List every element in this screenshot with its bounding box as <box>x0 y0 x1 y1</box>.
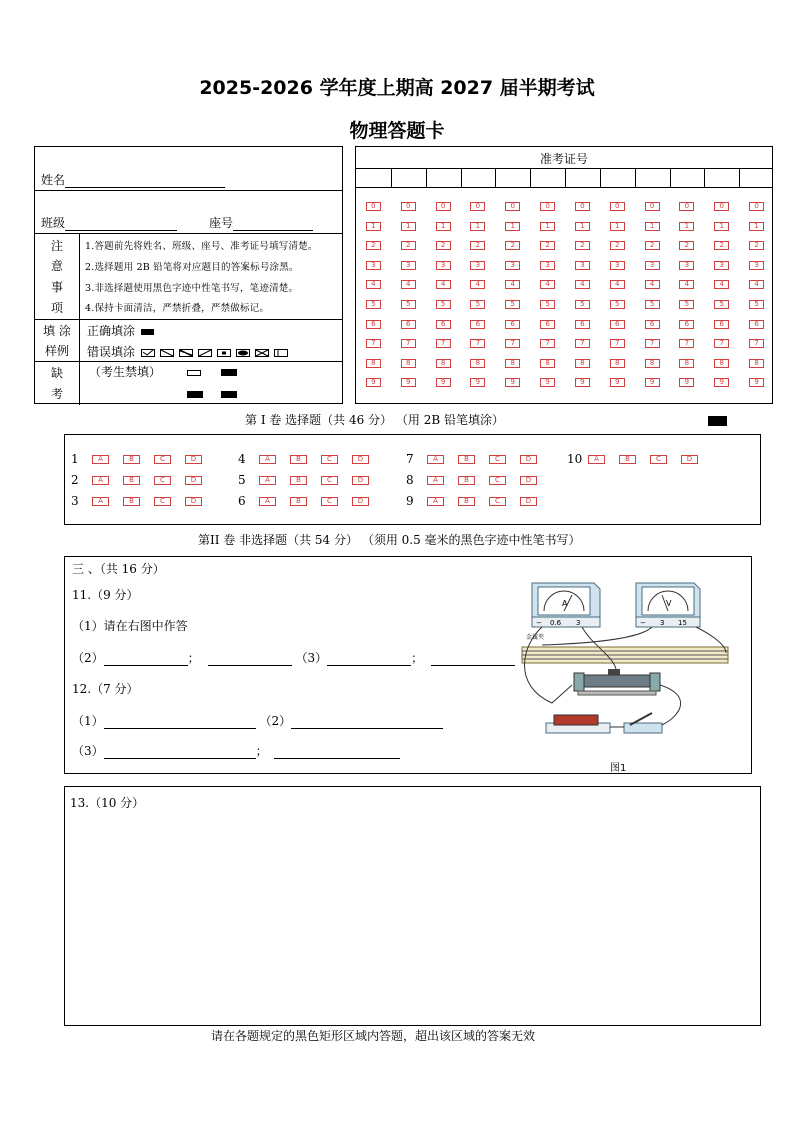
voltmeter-symbol: V <box>666 599 672 608</box>
id-digit-bubble[interactable]: 5 <box>749 300 764 309</box>
id-digit-bubble[interactable]: 8 <box>575 359 590 368</box>
mc-option-bubble[interactable]: D <box>352 476 369 485</box>
id-digit-bubble[interactable]: 9 <box>401 378 416 387</box>
id-digit-bubble[interactable]: 4 <box>401 280 416 289</box>
mc-option-bubble[interactable]: B <box>290 476 307 485</box>
id-digit-bubble[interactable]: 5 <box>470 300 485 309</box>
id-digit-bubble[interactable]: 5 <box>540 300 555 309</box>
mc-question-number: 6 <box>238 494 246 508</box>
mc-option-bubble[interactable]: A <box>92 497 109 506</box>
q11-part1: （1）请在右图中作答 <box>72 619 188 633</box>
id-digit-bubble[interactable]: 4 <box>749 280 764 289</box>
id-digit-bubble[interactable]: 1 <box>366 222 381 231</box>
id-digit-bubble[interactable]: 0 <box>610 202 625 211</box>
mc-option-bubble[interactable]: B <box>123 497 140 506</box>
mc-option-bubble[interactable]: C <box>154 497 171 506</box>
id-digit-bubble[interactable]: 4 <box>540 280 555 289</box>
mc-option-bubble[interactable]: C <box>321 476 338 485</box>
id-digit-bubble[interactable]: 4 <box>366 280 381 289</box>
mc-option-bubble[interactable]: A <box>427 497 444 506</box>
id-column-divider <box>704 168 705 187</box>
id-column-divider <box>670 168 671 187</box>
mc-question-number: 5 <box>238 473 246 487</box>
id-digit-bubble[interactable]: 9 <box>645 378 660 387</box>
section3-title: 三 、（共 16 分） <box>72 562 165 576</box>
mc-option-bubble[interactable]: A <box>427 455 444 464</box>
id-digit-bubble[interactable]: 7 <box>575 339 590 348</box>
id-digit-bubble[interactable]: 1 <box>749 222 764 231</box>
q12-part2-blank[interactable] <box>291 717 443 729</box>
battery <box>546 715 610 733</box>
name-field-row <box>41 171 225 188</box>
q11-part3-sep: ； <box>411 651 424 665</box>
id-digit-bubble[interactable]: 0 <box>679 202 694 211</box>
metal-clip-label: 金属夹 <box>526 634 545 641</box>
mc-option-bubble[interactable]: B <box>458 455 475 464</box>
id-digit-bubble[interactable]: 5 <box>575 300 590 309</box>
id-digit-bubble[interactable]: 2 <box>366 241 381 250</box>
id-digit-bubble[interactable]: 8 <box>401 359 416 368</box>
q12-row1 <box>72 712 443 729</box>
id-digit-bubble[interactable]: 8 <box>679 359 694 368</box>
seat-label: 座号 <box>209 216 234 230</box>
id-digit-bubble[interactable]: 6 <box>645 320 660 329</box>
exam-id-box <box>355 146 773 404</box>
mc-question-number: 1 <box>71 452 79 466</box>
id-digit-bubble[interactable]: 5 <box>645 300 660 309</box>
mc-question-number: 7 <box>406 452 414 466</box>
id-digit-bubble[interactable]: 3 <box>610 261 625 270</box>
id-digit-bubble[interactable]: 9 <box>436 378 451 387</box>
figure-1-circuit[interactable] <box>512 575 746 773</box>
fill-side-1: 填 涂 <box>43 324 71 338</box>
id-column-divider <box>495 168 496 187</box>
id-digit-bubble[interactable]: 0 <box>505 202 520 211</box>
id-digit-bubble[interactable]: 3 <box>470 261 485 270</box>
mc-option-bubble[interactable]: B <box>458 497 475 506</box>
id-digit-bubble[interactable]: 7 <box>714 339 729 348</box>
id-digit-bubble[interactable]: 0 <box>749 202 764 211</box>
mc-option-bubble[interactable]: C <box>321 497 338 506</box>
id-digit-bubble[interactable]: 6 <box>749 320 764 329</box>
mc-option-bubble[interactable]: A <box>259 476 276 485</box>
notes-side-4: 项 <box>50 301 63 315</box>
notes-side-3: 事 <box>50 280 63 294</box>
mc-option-bubble[interactable]: B <box>123 476 140 485</box>
notes-side-2: 意 <box>50 259 63 273</box>
id-digit-bubble[interactable]: 5 <box>401 300 416 309</box>
mc-question-number: 4 <box>238 452 246 466</box>
name-input-line[interactable] <box>65 176 225 188</box>
id-digit-bubble[interactable]: 8 <box>749 359 764 368</box>
id-digit-bubble[interactable]: 7 <box>366 339 381 348</box>
id-digit-bubble[interactable]: 0 <box>714 202 729 211</box>
id-digit-bubble[interactable]: 2 <box>401 241 416 250</box>
id-digit-bubble[interactable]: 9 <box>540 378 555 387</box>
id-digit-bubble[interactable]: 0 <box>645 202 660 211</box>
notes-side-1: 注 <box>50 239 63 253</box>
q11-label: 11.（9 分） <box>72 588 139 602</box>
q11-part3-blank-b[interactable] <box>431 654 515 666</box>
mc-question-number: 2 <box>71 473 79 487</box>
q12-part1-blank[interactable] <box>104 717 256 729</box>
id-digit-bubble[interactable]: 0 <box>470 202 485 211</box>
id-digit-bubble[interactable]: 2 <box>749 241 764 250</box>
mc-option-bubble[interactable]: C <box>489 497 506 506</box>
id-digit-bubble[interactable]: 7 <box>749 339 764 348</box>
mc-option-bubble[interactable]: A <box>92 455 109 464</box>
id-digit-bubble[interactable]: 5 <box>679 300 694 309</box>
id-digit-bubble[interactable]: 9 <box>575 378 590 387</box>
mc-option-bubble[interactable]: C <box>489 476 506 485</box>
id-digit-bubble[interactable]: 2 <box>610 241 625 250</box>
id-digit-bubble[interactable]: 1 <box>401 222 416 231</box>
mc-option-bubble[interactable]: D <box>352 497 369 506</box>
ammeter <box>532 583 600 627</box>
q11-part2-sep: ； <box>187 651 200 665</box>
q12-part3-blank-b[interactable] <box>274 747 400 759</box>
mc-option-bubble[interactable]: B <box>290 497 307 506</box>
id-digit-bubble[interactable]: 0 <box>436 202 451 211</box>
figure-caption: 图1 <box>610 763 627 773</box>
timing-mark-right <box>221 391 237 398</box>
id-digit-bubble[interactable]: 3 <box>575 261 590 270</box>
mc-option-bubble[interactable]: D <box>520 476 537 485</box>
id-digit-bubble[interactable]: 7 <box>470 339 485 348</box>
id-digit-bubble[interactable]: 2 <box>436 241 451 250</box>
id-digit-bubble[interactable]: 2 <box>505 241 520 250</box>
id-digit-bubble[interactable]: 1 <box>610 222 625 231</box>
id-digit-bubble[interactable]: 6 <box>540 320 555 329</box>
correct-fill-sample <box>141 329 154 335</box>
id-digit-bubble[interactable]: 1 <box>645 222 660 231</box>
id-digit-bubble[interactable]: 8 <box>505 359 520 368</box>
mc-option-bubble[interactable]: C <box>489 455 506 464</box>
mc-question-number: 8 <box>406 473 414 487</box>
part1-heading: 第 I 卷 选择题（共 46 分） （用 2B 铅笔填涂） <box>245 413 504 427</box>
id-column-divider <box>635 168 636 187</box>
mc-option-bubble[interactable]: D <box>352 455 369 464</box>
q11-part3-label: （3） <box>295 651 328 665</box>
mc-option-bubble[interactable]: C <box>321 455 338 464</box>
id-digit-bubble[interactable]: 1 <box>540 222 555 231</box>
id-digit-bubble[interactable]: 6 <box>575 320 590 329</box>
id-digit-bubble[interactable]: 3 <box>749 261 764 270</box>
id-column-divider <box>600 168 601 187</box>
class-field-row <box>41 214 177 231</box>
footer-note: 请在各题规定的黑色矩形区域内答题，超出该区域的答案无效 <box>211 1029 536 1043</box>
id-digit-bubble[interactable]: 4 <box>714 280 729 289</box>
id-digit-bubble[interactable]: 6 <box>505 320 520 329</box>
section4-answer-area[interactable] <box>64 786 761 1026</box>
id-digit-bubble[interactable]: 7 <box>401 339 416 348</box>
q11-part2-blank-b[interactable] <box>208 654 292 666</box>
q12-row2 <box>72 742 400 759</box>
mc-option-bubble[interactable]: B <box>619 455 636 464</box>
id-digit-bubble[interactable]: 0 <box>366 202 381 211</box>
mc-option-bubble[interactable]: B <box>458 476 475 485</box>
id-digit-bubble[interactable]: 7 <box>679 339 694 348</box>
mc-option-bubble[interactable]: C <box>650 455 667 464</box>
mc-option-bubble[interactable]: A <box>427 476 444 485</box>
id-digit-bubble[interactable]: 1 <box>679 222 694 231</box>
id-digit-bubble[interactable]: 8 <box>714 359 729 368</box>
mc-question-number: 10 <box>567 452 583 466</box>
id-digit-bubble[interactable]: 1 <box>436 222 451 231</box>
id-digit-bubble[interactable]: 6 <box>366 320 381 329</box>
mc-option-bubble[interactable]: D <box>520 497 537 506</box>
q12-part3-blank-a[interactable] <box>104 747 256 759</box>
id-digit-bubble[interactable]: 6 <box>436 320 451 329</box>
id-digit-bubble[interactable]: 8 <box>540 359 555 368</box>
id-digit-bubble[interactable]: 2 <box>575 241 590 250</box>
mc-option-bubble[interactable]: B <box>123 455 140 464</box>
id-digit-bubble[interactable]: 9 <box>749 378 764 387</box>
absent-note: （考生禁填） <box>89 365 162 379</box>
mc-option-bubble[interactable]: A <box>588 455 605 464</box>
id-digit-bubble[interactable]: 8 <box>366 359 381 368</box>
mc-option-bubble[interactable]: D <box>185 455 202 464</box>
id-digit-bubble[interactable]: 4 <box>505 280 520 289</box>
id-digit-bubble[interactable]: 9 <box>505 378 520 387</box>
id-column-divider <box>530 168 531 187</box>
id-digit-bubble[interactable]: 0 <box>575 202 590 211</box>
q12-part3-label: （3） <box>72 744 104 758</box>
wrong-fill-samples <box>141 348 303 358</box>
id-digit-bubble[interactable]: 6 <box>714 320 729 329</box>
id-digit-bubble[interactable]: 2 <box>714 241 729 250</box>
id-digit-bubble[interactable]: 9 <box>679 378 694 387</box>
mc-option-bubble[interactable]: C <box>154 455 171 464</box>
id-digit-bubble[interactable]: 1 <box>505 222 520 231</box>
mc-option-bubble[interactable]: D <box>681 455 698 464</box>
id-digit-bubble[interactable]: 7 <box>645 339 660 348</box>
id-digit-bubble[interactable]: 0 <box>540 202 555 211</box>
mc-option-bubble[interactable]: D <box>185 497 202 506</box>
id-digit-bubble[interactable]: 6 <box>401 320 416 329</box>
q11-part2-row <box>72 649 515 666</box>
id-digit-bubble[interactable]: 6 <box>679 320 694 329</box>
id-digit-bubble[interactable]: 3 <box>366 261 381 270</box>
mc-question-number: 3 <box>71 494 79 508</box>
id-digit-bubble[interactable]: 6 <box>610 320 625 329</box>
mc-option-bubble[interactable]: D <box>520 455 537 464</box>
answer-sheet-title: 物理答题卡 <box>349 120 445 142</box>
multiple-choice-section <box>64 434 761 525</box>
id-digit-bubble[interactable]: 7 <box>610 339 625 348</box>
fill-side-2: 样例 <box>44 344 69 358</box>
id-column-divider <box>565 168 566 187</box>
id-digit-bubble[interactable]: 8 <box>645 359 660 368</box>
id-digit-bubble[interactable]: 5 <box>714 300 729 309</box>
section3-answer-area <box>64 556 752 774</box>
q11-part2-blank-a[interactable] <box>104 654 188 666</box>
mc-option-bubble[interactable]: B <box>290 455 307 464</box>
id-digit-bubble[interactable]: 2 <box>540 241 555 250</box>
id-digit-bubble[interactable]: 3 <box>679 261 694 270</box>
id-digit-bubble[interactable]: 9 <box>610 378 625 387</box>
q12-part3-sep: ； <box>255 744 268 758</box>
mc-option-bubble[interactable]: A <box>259 455 276 464</box>
class-label: 班级 <box>41 216 66 230</box>
id-digit-bubble[interactable]: 3 <box>401 261 416 270</box>
id-digit-bubble[interactable]: 7 <box>505 339 520 348</box>
seat-field-row <box>209 214 313 231</box>
voltmeter-minus: − <box>640 619 646 627</box>
id-column-divider <box>461 168 462 187</box>
correct-fill-row <box>87 322 159 339</box>
id-digit-bubble[interactable]: 9 <box>714 378 729 387</box>
wrong-fill-label: 错误填涂 <box>87 345 136 359</box>
voltmeter-scale-15: 15 <box>678 619 687 627</box>
id-digit-bubble[interactable]: 5 <box>366 300 381 309</box>
id-digit-bubble[interactable]: 4 <box>470 280 485 289</box>
id-column-divider <box>391 168 392 187</box>
timing-mark-left <box>187 391 203 398</box>
q11-part2-label: （2） <box>72 651 104 665</box>
note-4: 4.保持卡面清洁，严禁折叠，严禁做标记。 <box>85 303 270 314</box>
note-2: 2.选择题用 2B 铅笔将对应题目的答案标号涂黑。 <box>85 262 299 273</box>
voltmeter-scale-3: 3 <box>660 619 665 627</box>
id-digit-bubble[interactable]: 4 <box>436 280 451 289</box>
q12-part1-label: （1） <box>72 714 104 728</box>
note-1: 1.答题前先将姓名、班级、座号、准考证号填写清楚。 <box>85 241 318 252</box>
ammeter-symbol: A <box>562 599 568 608</box>
correct-fill-label: 正确填涂 <box>87 324 136 338</box>
id-digit-bubble[interactable]: 3 <box>540 261 555 270</box>
id-digit-bubble[interactable]: 1 <box>575 222 590 231</box>
student-info-box <box>34 146 343 404</box>
id-digit-bubble[interactable]: 1 <box>470 222 485 231</box>
id-digit-bubble[interactable]: 3 <box>505 261 520 270</box>
id-digit-bubble[interactable]: 9 <box>366 378 381 387</box>
absent-side-1: 缺 <box>50 366 63 380</box>
id-digit-bubble[interactable]: 4 <box>610 280 625 289</box>
ammeter-minus: − <box>536 619 542 627</box>
id-digit-bubble[interactable]: 2 <box>470 241 485 250</box>
ammeter-scale-06: 0.6 <box>550 619 562 627</box>
id-digit-bubble[interactable]: 3 <box>436 261 451 270</box>
id-digit-bubble[interactable]: 3 <box>714 261 729 270</box>
id-digit-bubble[interactable]: 1 <box>714 222 729 231</box>
q12-label: 12.（7 分） <box>72 682 139 696</box>
id-digit-bubble[interactable]: 7 <box>540 339 555 348</box>
id-digit-bubble[interactable]: 0 <box>401 202 416 211</box>
exam-title: 2025-2026 学年度上期高 2027 届半期考试 <box>199 77 595 99</box>
mc-option-bubble[interactable]: D <box>185 476 202 485</box>
id-digit-bubble[interactable]: 2 <box>645 241 660 250</box>
part2-heading: 第II 卷 非选择题（共 54 分） （须用 0.5 毫米的黑色字迹中性笔书写） <box>198 533 581 547</box>
mc-option-bubble[interactable]: A <box>259 497 276 506</box>
ammeter-scale-3: 3 <box>576 619 581 627</box>
id-digit-bubble[interactable]: 2 <box>679 241 694 250</box>
wrong-fill-row <box>87 343 303 360</box>
id-digit-bubble[interactable]: 4 <box>679 280 694 289</box>
id-digit-bubble[interactable]: 4 <box>645 280 660 289</box>
mc-question-number: 9 <box>406 494 414 508</box>
id-digit-bubble[interactable]: 8 <box>610 359 625 368</box>
q13-label: 13.（10 分） <box>70 796 145 810</box>
class-input-line[interactable] <box>65 219 177 231</box>
id-digit-bubble[interactable]: 8 <box>470 359 485 368</box>
id-column-divider <box>739 168 740 187</box>
mc-option-bubble[interactable]: A <box>92 476 109 485</box>
q12-part2-label: （2） <box>259 714 292 728</box>
absent-mark-box[interactable] <box>187 370 201 376</box>
seat-input-line[interactable] <box>233 219 313 231</box>
note-3: 3.非选择题使用黑色字迹中性笔书写，笔迹清楚。 <box>85 283 299 294</box>
voltmeter <box>636 583 700 627</box>
id-digit-bubble[interactable]: 5 <box>436 300 451 309</box>
id-digit-bubble[interactable]: 8 <box>436 359 451 368</box>
absent-timing-mark <box>221 369 237 376</box>
switch <box>624 713 662 733</box>
rheostat <box>574 669 660 695</box>
exam-id-title: 准考证号 <box>539 152 588 166</box>
id-digit-bubble[interactable]: 5 <box>610 300 625 309</box>
id-column-divider <box>426 168 427 187</box>
mc-option-bubble[interactable]: C <box>154 476 171 485</box>
resistance-wire-board <box>522 647 728 663</box>
id-digit-bubble[interactable]: 3 <box>645 261 660 270</box>
absent-side-2: 考 <box>50 387 63 401</box>
id-digit-bubble[interactable]: 4 <box>575 280 590 289</box>
q11-part3-blank-a[interactable] <box>327 654 411 666</box>
name-label: 姓名 <box>41 173 66 187</box>
id-digit-bubble[interactable]: 6 <box>470 320 485 329</box>
id-digit-bubble[interactable]: 5 <box>505 300 520 309</box>
id-digit-bubble[interactable]: 7 <box>436 339 451 348</box>
part1-timing-mark <box>708 416 727 426</box>
id-digit-bubble[interactable]: 9 <box>470 378 485 387</box>
